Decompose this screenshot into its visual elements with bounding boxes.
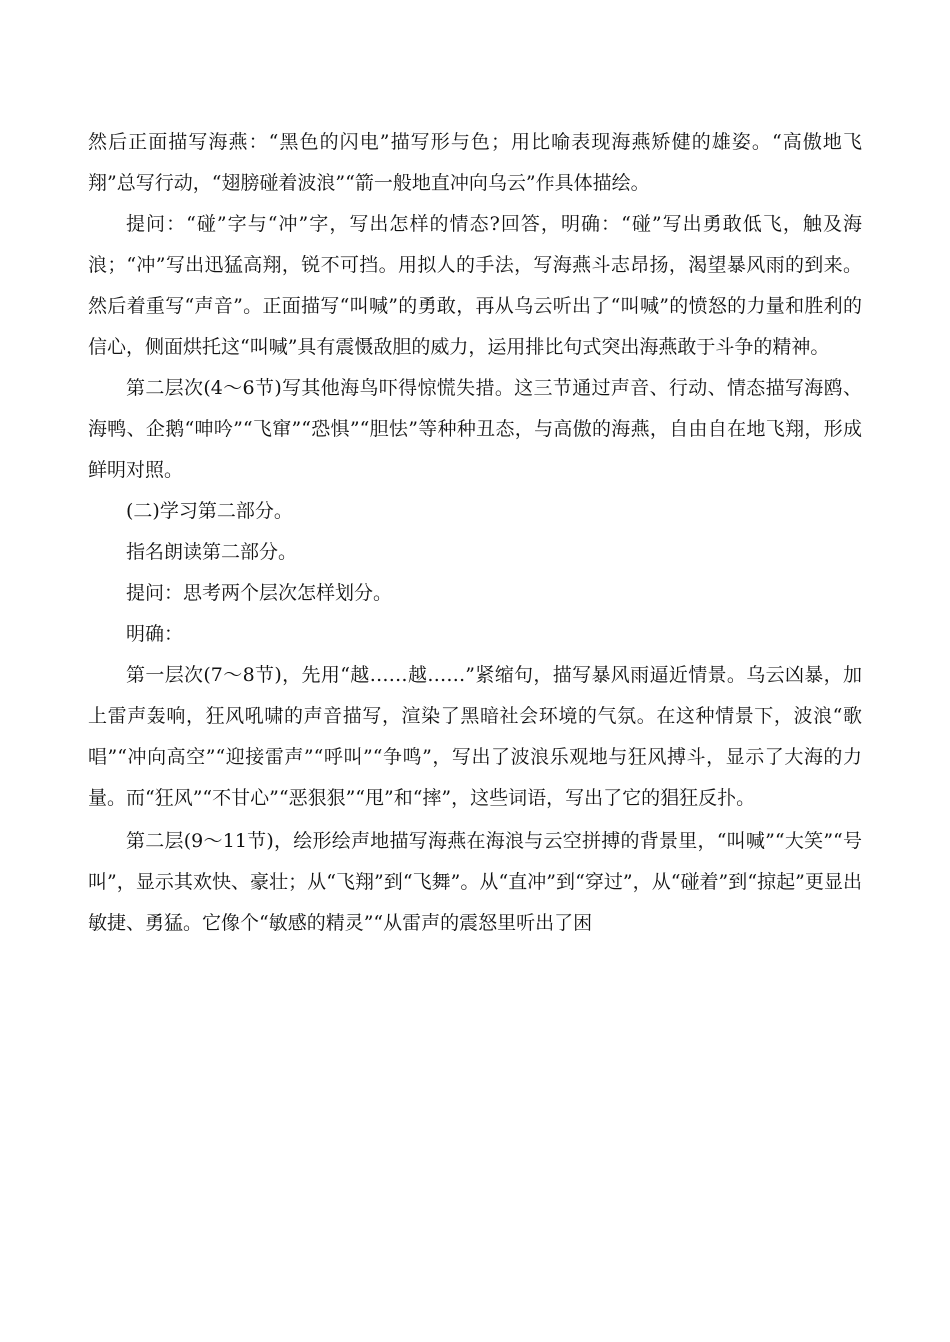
paragraph-3: 第二层次(4～6节)写其他海鸟吓得惊慌失措。这三节通过声音、行动、情态描写海鸥、海鸭、企鹅“呻吟”“飞窜”“恐惧”“胆怯”等种种丑态，与高傲的海燕，自由自在地飞翔，形成鲜明对照。 — [88, 377, 862, 481]
paragraph-7: 明确： — [126, 623, 184, 645]
paragraph-9: 第二层(9～11节)，绘形绘声地描写海燕在海浪与云空拼搏的背景里，“叫喊”“大笑”“号叫”，显示其欢快、豪壮；从“飞翔”到“飞舞”。从“直冲”到“穿过”，从“碰着”到“掠起”更显出敏捷、勇猛。它像个“敏感的精灵”“从雷声的震怒里听出了困 — [88, 830, 862, 934]
paragraph-1: 然后正面描写海燕：“黑色的闪电”描写形与色；用比喻表现海燕矫健的雄姿。“高傲地飞翔”总写行动，“翅膀碰着波浪”“箭一般地直冲向乌云”作具体描绘。 — [88, 131, 862, 194]
paragraph-6: 提问：思考两个层次怎样划分。 — [126, 582, 393, 604]
paragraph-4: (二)学习第二部分。 — [126, 500, 293, 522]
paragraph-2: 提问：“碰”字与“冲”字，写出怎样的情态?回答，明确：“碰”写出勇敢低飞，触及海浪；“冲”写出迅猛高翔，锐不可挡。用拟人的手法，写海燕斗志昂扬，渴望暴风雨的到来。然后着重写“声音”。正面描写“叫喊”的勇敢，再从乌云听出了“叫喊”的愤怒的力量和胜利的信心，侧面烘托这“叫喊”具有震慑敌胆的威力，运用排比句式突出海燕敢于斗争的精神。 — [88, 213, 862, 358]
paragraph-8: 第一层次(7～8节)，先用“越……越……”紧缩句，描写暴风雨逼近情景。乌云凶暴，加上雷声轰响，狂风吼啸的声音描写，渲染了黑暗社会环境的气氛。在这种情景下，波浪“歌唱”“冲向高空”“迎接雷声”“呼叫”“争鸣”，写出了波浪乐观地与狂风搏斗，显示了大海的力量。而“狂风”“不甘心”“恶狠狠”“甩”和“摔”，这些词语，写出了它的猖狂反扑。 — [88, 664, 862, 809]
document-body — [88, 122, 862, 944]
paragraph-5: 指名朗读第二部分。 — [126, 541, 298, 563]
